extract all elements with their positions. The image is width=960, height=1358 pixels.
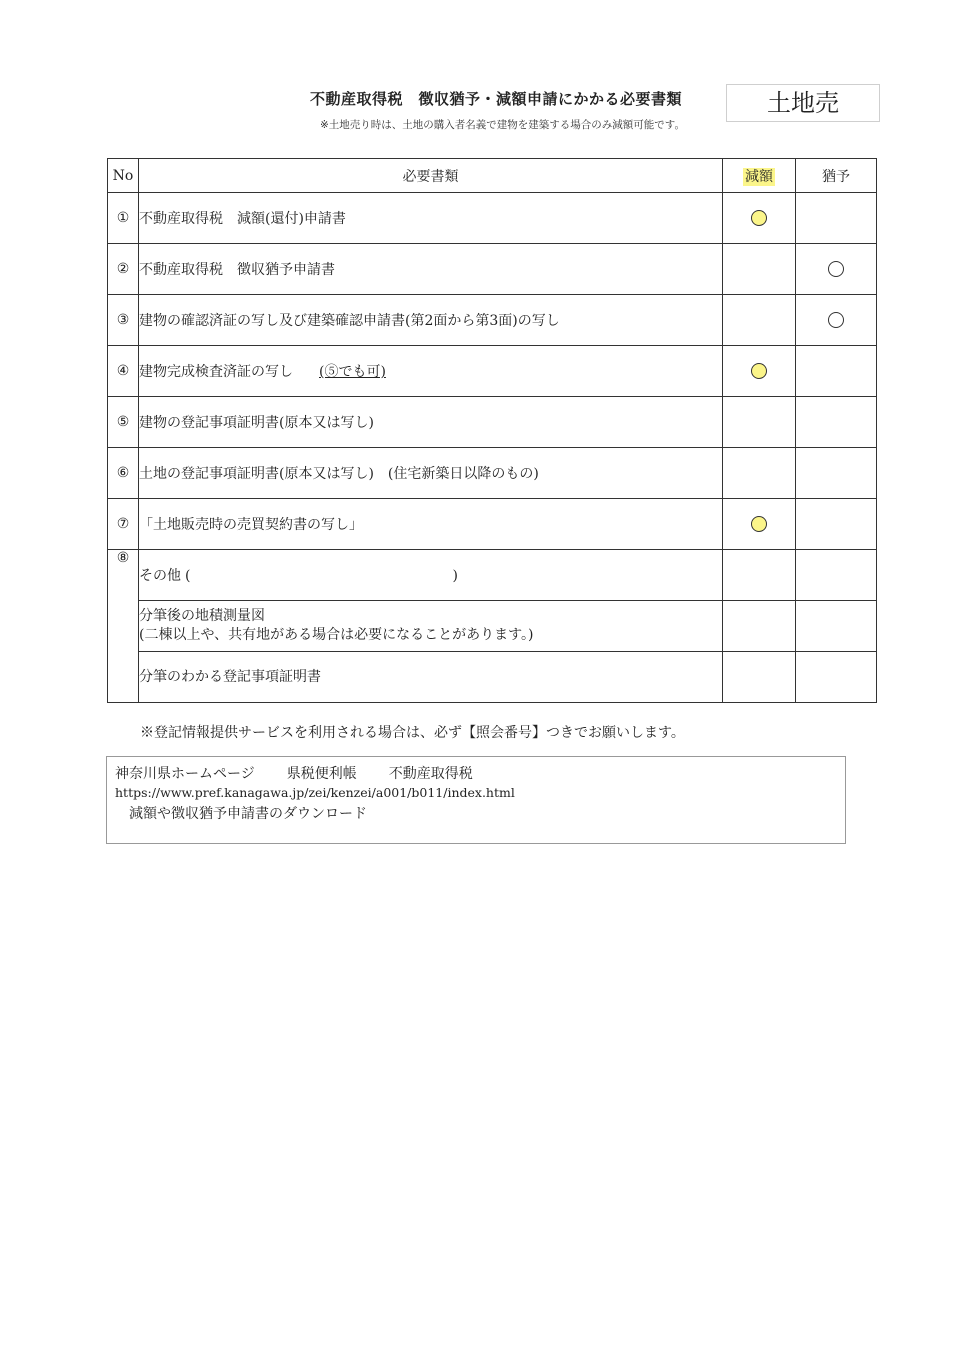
table-row bbox=[108, 499, 877, 550]
other-open-paren: ( bbox=[185, 568, 191, 584]
table-row bbox=[108, 193, 877, 244]
deferral-cell bbox=[796, 448, 877, 499]
deferral-cell bbox=[796, 550, 877, 601]
category-label: 土地売 bbox=[726, 84, 880, 122]
table-row bbox=[108, 244, 877, 295]
download-url-link[interactable]: https://www.pref.kanagawa.jp/zei/kenzei/a001/b011/index.html bbox=[115, 785, 515, 800]
other-label-cell bbox=[139, 550, 723, 601]
deferral-cell bbox=[796, 295, 877, 346]
other-label: その他 bbox=[139, 568, 181, 584]
deferral-cell bbox=[796, 397, 877, 448]
document-name: 建物の登記事項証明書(原本又は写し) bbox=[139, 397, 723, 448]
section-name: 県税便利帳 bbox=[286, 766, 357, 782]
reduction-cell bbox=[723, 295, 796, 346]
reduction-cell bbox=[723, 397, 796, 448]
required-circle-icon bbox=[828, 261, 844, 277]
site-name: 神奈川県ホームページ bbox=[115, 766, 255, 782]
document-name: 建物の確認済証の写し及び建築確認申請書(第2面から第3面)の写し bbox=[139, 295, 723, 346]
deferral-cell bbox=[796, 601, 877, 652]
deferral-cell bbox=[796, 652, 877, 703]
document-name: 建物完成検査済証の写し bbox=[139, 364, 293, 380]
table-row-sub bbox=[108, 601, 877, 652]
page-title: 不動産取得税 徴収猶予・減額申請にかかる必要書類 bbox=[310, 90, 683, 108]
download-description: 減額や徴収猶予申請書のダウンロード bbox=[129, 806, 367, 822]
other-close-paren: ) bbox=[452, 568, 458, 584]
reduction-cell bbox=[723, 652, 796, 703]
reduction-cell bbox=[723, 346, 796, 397]
reduction-cell bbox=[723, 448, 796, 499]
reduction-cell bbox=[723, 550, 796, 601]
document-name: 不動産取得税 減額(還付)申請書 bbox=[139, 193, 723, 244]
deferral-cell bbox=[796, 244, 877, 295]
sub-document-name: 分筆後の地積測量図 bbox=[139, 608, 265, 625]
download-info-box bbox=[106, 756, 846, 844]
deferral-cell bbox=[796, 193, 877, 244]
table-row bbox=[108, 346, 877, 397]
row-number: ② bbox=[108, 244, 139, 295]
site-path bbox=[115, 763, 505, 783]
row-number: ⑦ bbox=[108, 499, 139, 550]
required-circle-icon bbox=[828, 312, 844, 328]
table-header-row bbox=[108, 159, 877, 193]
document-name: 土地の登記事項証明書(原本又は写し) (住宅新築日以降のもの) bbox=[139, 448, 723, 499]
header-documents: 必要書類 bbox=[139, 159, 723, 193]
deferral-cell bbox=[796, 499, 877, 550]
reduction-cell bbox=[723, 499, 796, 550]
table-row bbox=[108, 295, 877, 346]
sub-document-note: (二棟以上や、共有地がある場合は必要になることがあります。) bbox=[139, 627, 534, 643]
row-number: ⑥ bbox=[108, 448, 139, 499]
document-name-cell bbox=[139, 346, 723, 397]
table-row-sub bbox=[108, 652, 877, 703]
sub-document-cell bbox=[139, 652, 723, 703]
topic-name: 不動産取得税 bbox=[388, 766, 473, 782]
header-reduction-label: 減額 bbox=[745, 168, 773, 185]
required-circle-icon bbox=[751, 363, 767, 379]
document-name: 「土地販売時の売買契約書の写し」 bbox=[139, 499, 723, 550]
deferral-cell bbox=[796, 346, 877, 397]
required-circle-icon bbox=[751, 516, 767, 532]
document-name: 不動産取得税 徴収猶予申請書 bbox=[139, 244, 723, 295]
header-deferral: 猶予 bbox=[796, 159, 877, 193]
header-reduction bbox=[723, 159, 796, 193]
table-row-other bbox=[108, 550, 877, 601]
reduction-condition-note: ※土地売り時は、土地の購入者名義で建物を建築する場合のみ減額可能です。 bbox=[320, 119, 685, 131]
sub-document-name: 分筆のわかる登記事項証明書 bbox=[139, 668, 321, 685]
reduction-cell bbox=[723, 601, 796, 652]
sub-document-cell bbox=[139, 601, 723, 652]
table-row bbox=[108, 397, 877, 448]
reduction-cell bbox=[723, 193, 796, 244]
header-no: No bbox=[108, 159, 139, 193]
required-documents-table bbox=[107, 158, 877, 703]
table-row bbox=[108, 448, 877, 499]
footnote: ※登記情報提供サービスを利用される場合は、必ず【照会番号】つきでお願いします。 bbox=[140, 725, 685, 741]
required-circle-icon bbox=[751, 210, 767, 226]
row-number: ⑧ bbox=[108, 550, 139, 703]
reduction-cell bbox=[723, 244, 796, 295]
document-note: (⑤でも可) bbox=[319, 364, 386, 380]
row-number: ⑤ bbox=[108, 397, 139, 448]
row-number: ① bbox=[108, 193, 139, 244]
row-number: ④ bbox=[108, 346, 139, 397]
row-number: ③ bbox=[108, 295, 139, 346]
